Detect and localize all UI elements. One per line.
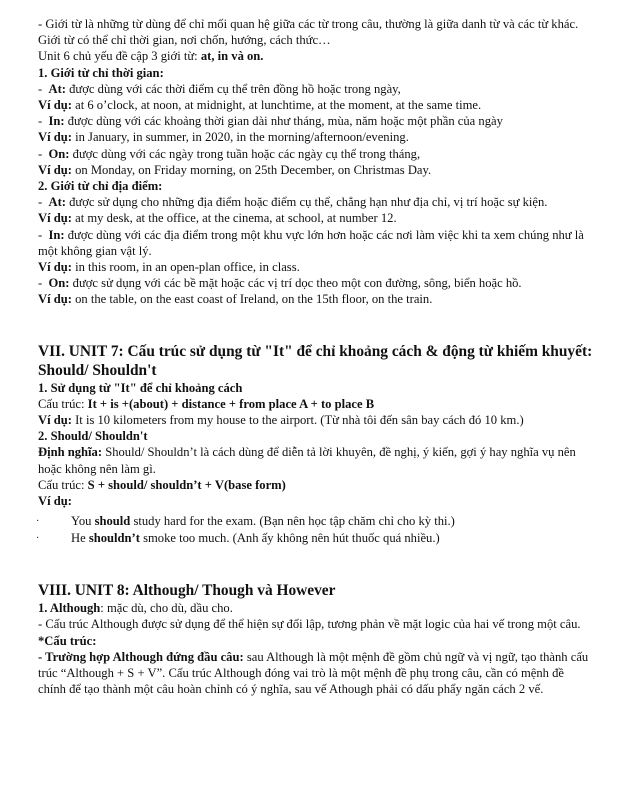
at-time-term: At: (48, 81, 66, 96)
bullet-icon: · (36, 516, 40, 528)
should-structure-formula: S + should/ shouldn’t + V(base form) (87, 477, 286, 492)
example-label: Ví dụ: (38, 211, 72, 226)
example-label: Ví dụ: (38, 162, 72, 177)
example-label: Ví dụ: (38, 292, 72, 307)
in-time-term: In: (48, 114, 65, 129)
intro-paragraph: - Giới từ là những từ dùng để chỉ mối quan hệ giữa các từ trong câu, thường là giữa danh từ và các từ khác. Giới từ có thể chỉ thời gian, nơi chốn, hướng, cách thức… (38, 17, 579, 48)
on-place-term: On: (48, 276, 70, 291)
example-label: Ví dụ: (38, 98, 72, 113)
on-place-example-text: on the table, on the east coast of Ireland, on the 15th floor, on the train. (71, 292, 433, 307)
although-usage: - Cấu trúc Although được sử dụng để thể hiện sự đối lập, tương phản về mặt logic của hai vế trong một câu. (38, 617, 581, 632)
bullet-icon: · (36, 533, 40, 545)
list-item (38, 530, 594, 547)
distance-example-text: It is 10 kilometers from my house to the airport. (Từ nhà tôi đến sân bay cách đó 10 km.) (71, 413, 524, 428)
on-time-rule: - On: được dùng với các ngày trong tuần hoặc các ngày cụ thể trong tháng, (38, 146, 421, 161)
at-place-desc: được sử dụng cho những địa điểm hoặc điểm cụ thể, chẳng hạn như địa chỉ, vị trí hoặc sự kiện. (65, 195, 548, 210)
unit7-sub-heading-it: 1. Sử dụng từ "It" để chỉ khoảng cách (38, 380, 243, 395)
distance-example (38, 412, 594, 428)
at-place-term: At: (48, 195, 66, 210)
in-time-rule: - In: được dùng với các khoảng thời gian dài như tháng, mùa, năm hoặc một phần của ngày (38, 114, 503, 129)
in-place-example-text: in this room, in an open-plan office, in class. (71, 260, 300, 275)
at-time-example-text: at 6 o’clock, at noon, at midnight, at lunchtime, at the moment, at the same time. (71, 98, 482, 113)
in-place-rule: - In: được dùng với các địa điểm trong một khu vực lớn hơn hoặc các nơi làm việc khi ta xem chúng như là một không gian vật lý. (38, 227, 584, 258)
should-structure (38, 477, 594, 493)
example-post: study hard for the exam. (Bạn nên học tập chăm chỉ cho kỳ thi.) (130, 514, 455, 529)
prepositions-list: at, in và on. (200, 49, 264, 64)
on-place-example (38, 291, 594, 307)
example-modal: should (94, 514, 131, 529)
on-time-desc: được dùng với các ngày trong tuần hoặc các ngày cụ thể trong tháng, (69, 146, 421, 161)
on-time-example (38, 162, 594, 178)
in-time-example (38, 129, 594, 145)
intro-units-line (38, 48, 594, 64)
heading-time-prepositions: 1. Giới từ chỉ thời gian: (38, 65, 164, 80)
at-place-example (38, 210, 594, 226)
example-label: Ví dụ: (38, 130, 72, 145)
in-time-desc: được dùng với các khoảng thời gian dài như tháng, mùa, năm hoặc một phần của ngày (64, 114, 503, 129)
at-time-desc: được dùng với các thời điểm cụ thể trên đồng hồ hoặc trong ngày, (65, 81, 401, 96)
at-time-example (38, 97, 594, 113)
distance-structure-formula: It + is +(about) + distance + from place A + to place B (87, 396, 375, 411)
although-case (38, 649, 594, 698)
unit7-heading: VII. UNIT 7: Cấu trúc sử dụng từ "It" để chỉ khoảng cách & động từ khiếm khuyết: Should/ Shouldn't (38, 342, 593, 379)
heading-place-prepositions: 2. Giới từ chỉ địa điểm: (38, 179, 163, 194)
in-place-desc: được dùng với các địa điểm trong một khu vực lớn hơn hoặc các nơi làm việc khi ta xem chúng như là một không gian vật lý. (38, 227, 584, 258)
although-meaning (38, 600, 594, 616)
example-pre: He (71, 531, 89, 546)
unit8-heading: VIII. UNIT 8: Although/ Though và However (38, 582, 336, 600)
in-place-term: In: (48, 227, 65, 242)
should-example-label: Ví dụ: (38, 494, 72, 509)
should-definition-text: Should/ Shouldn’t là cách dùng để diễn tả lời khuyên, đề nghị, ý kiến, gợi ý hay nghĩa vụ nên hoặc không nên làm gì. (38, 445, 576, 476)
on-time-term: On: (48, 146, 70, 161)
at-place-example-text: at my desk, at the office, at the cinema, at school, at number 12. (71, 211, 397, 226)
unit7-sub-heading-should: 2. Should/ Shouldn't (38, 429, 148, 444)
although-desc: : mặc dù, cho dù, dầu cho. (100, 601, 233, 616)
distance-structure (38, 396, 594, 412)
example-pre: You (71, 514, 95, 529)
structure-heading: *Cấu trúc: (38, 633, 97, 648)
at-time-rule: - At: được dùng với các thời điểm cụ thể trên đồng hồ hoặc trong ngày, (38, 81, 401, 96)
on-time-example-text: on Monday, on Friday morning, on 25th December, on Christmas Day. (71, 162, 432, 177)
example-label: Ví dụ: (38, 260, 72, 275)
in-place-example (38, 259, 594, 275)
on-place-desc: được sử dụng với các bề mặt hoặc các vị trí dọc theo một con đường, sông, biển hoặc hồ. (69, 276, 522, 291)
example-post: smoke too much. (Anh ấy không nên hút thuốc quá nhiều.) (139, 531, 440, 546)
although-term: 1. Although (38, 601, 101, 616)
although-case-term: - Trường hợp Although đứng đầu câu: (38, 649, 244, 664)
example-label: Ví dụ: (38, 413, 72, 428)
list-item (38, 513, 594, 530)
structure-label: Cấu trúc: (38, 396, 88, 411)
definition-label: Định nghĩa: (38, 445, 103, 460)
although-case-desc: sau Although là một mệnh đề gồm chủ ngữ và vị ngữ, tạo thành cấu trúc “Although + S + V”. Cấu trúc Although đóng vai trò là một mệnh đề phụ trong câu, cần có mệnh đề chính để tạo thành một câu hoàn chỉnh có ý nghĩa, sau vế Athough phải có dấu phẩy ngăn cách 2 vế. (38, 649, 589, 697)
example-modal: shouldn’t (88, 531, 140, 546)
should-examples-list (38, 513, 594, 547)
intro-units-text: Unit 6 chủ yếu đề cập 3 giới từ: (38, 49, 201, 64)
at-place-rule: - At: được sử dụng cho những địa điểm hoặc điểm cụ thể, chẳng hạn như địa chỉ, vị trí hoặc sự kiện. (38, 195, 548, 210)
on-place-rule: - On: được sử dụng với các bề mặt hoặc các vị trí dọc theo một con đường, sông, biển hoặc hồ. (38, 276, 522, 291)
structure-label: Cấu trúc: (38, 477, 88, 492)
should-definition (38, 444, 594, 476)
in-time-example-text: in January, in summer, in 2020, in the morning/afternoon/evening. (71, 130, 409, 145)
